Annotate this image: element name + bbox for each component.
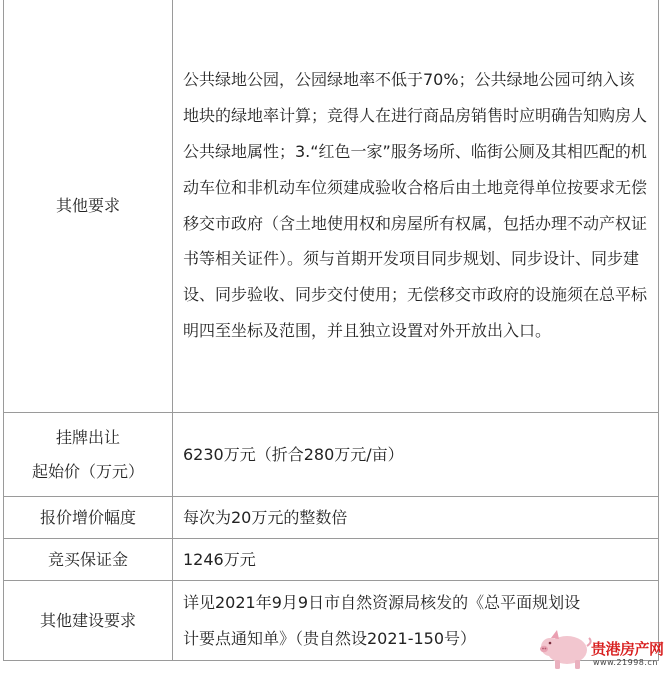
starting-price-label-line1: 挂牌出让 (55, 427, 120, 447)
row-value-deposit: 1246万元 (173, 539, 659, 581)
site-watermark (537, 624, 662, 672)
row-label-other-requirements: 其他要求 (4, 0, 173, 413)
table-row (4, 0, 659, 413)
row-value-bid-increment: 每次为20万元的整数倍 (173, 497, 659, 539)
row-value-other-construction-requirements: 详见2021年9月9日市自然资源局核发的《总平面规划设计要点通知单》（贵自然设2021-150号） (173, 581, 659, 661)
row-label-deposit: 竞买保证金 (4, 539, 173, 581)
land-auction-spec-table (3, 0, 659, 661)
row-label-other-construction-requirements: 其他建设要求 (4, 581, 173, 661)
table-row (4, 497, 659, 539)
row-label-bid-increment: 报价增价幅度 (4, 497, 173, 539)
row-label-starting-price (4, 413, 173, 497)
row-value-starting-price: 6230万元（折合280万元/亩） (173, 413, 659, 497)
pig-logo-icon (537, 624, 595, 672)
table-row (4, 539, 659, 581)
starting-price-label-line2: 起始价（万元） (31, 461, 144, 481)
watermark-brand: 贵港房产网 (591, 640, 664, 658)
watermark-site: www.21998.cn (593, 658, 658, 667)
table-row (4, 413, 659, 497)
row-value-other-requirements: 公共绿地公园，公园绿地率不低于70%；公共绿地公园可纳入该地块的绿地率计算；竞得人在进行商品房销售时应明确告知购房人公共绿地属性；3.“红色一家”服务场所、临街公厕及其相匹配的机动车位和非机动车位须建成验收合格后由土地竞得单位按要求无偿移交市政府（含土地使用权和房屋所有权属，包括办理不动产权证书等相关证件）。须与首期开发项目同步规划、同步设计、同步建设、同步验收、同步交付使用；无偿移交市政府的设施须在总平标明四至坐标及范围，并且独立设置对外开放出入口。 (173, 0, 659, 413)
